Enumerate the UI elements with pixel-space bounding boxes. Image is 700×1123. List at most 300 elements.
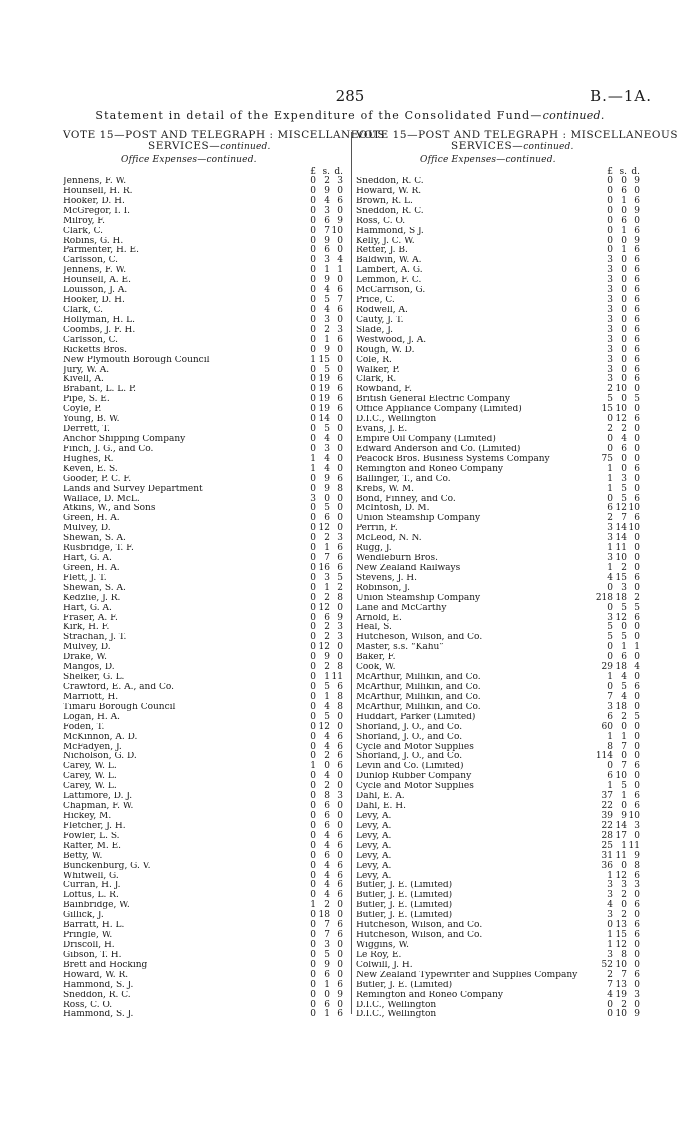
payee-name: Lattimore, D. J.: [63, 792, 133, 802]
amount-shillings: 0: [621, 275, 627, 286]
amount-column-headers: [63, 167, 349, 177]
payee-name: British General Electric Company: [356, 395, 510, 405]
amount-pounds: 0: [310, 850, 316, 861]
payee-name: Dahl, E. H.: [356, 802, 406, 812]
pounds-header: £: [607, 167, 613, 177]
amount-pence: 0: [337, 959, 343, 970]
column-divider: [351, 132, 352, 1014]
amount-shillings: 4: [324, 771, 330, 782]
amount-pence: 0: [634, 652, 640, 663]
amount-pounds: 0: [310, 741, 316, 752]
amount-pence: 0: [634, 949, 640, 960]
amount-pence: 10: [628, 503, 640, 514]
amount-pounds: 0: [607, 999, 613, 1010]
amount-shillings: 3: [324, 205, 330, 216]
amount-shillings: 6: [324, 215, 330, 226]
amount-pounds: 3: [607, 374, 613, 385]
expense-row: [63, 951, 349, 961]
amount-shillings: 4: [324, 453, 330, 464]
amount-pounds: 0: [310, 523, 316, 534]
payee-name: Jury, W. A.: [63, 365, 110, 375]
amount-pounds: 3: [607, 324, 613, 335]
amount-shillings: 2: [324, 176, 330, 186]
payee-name: Robins, G. H.: [63, 236, 124, 246]
expense-row: [356, 911, 646, 921]
amount-pounds: 3: [607, 275, 613, 286]
amount-pounds: 0: [310, 533, 316, 544]
payee-name: Huddart, Parker (Limited): [356, 712, 476, 722]
payee-name: Keven, E. S.: [63, 464, 118, 474]
amount-pounds: 0: [310, 811, 316, 821]
amount-pounds: 1: [310, 900, 316, 911]
amount-pounds: 0: [310, 503, 316, 514]
amount-pence: 2: [337, 582, 343, 593]
amount-pounds: 0: [310, 1009, 316, 1020]
amount-pounds: 0: [607, 682, 613, 693]
payee-name: Shorland, J. O., and Co.: [356, 732, 463, 742]
amount-pounds: 36: [601, 860, 613, 871]
amount-pence: 0: [337, 513, 343, 524]
expense-row: [63, 911, 349, 921]
payee-name: Bond, Finney, and Co.: [356, 494, 456, 504]
expense-row: [356, 772, 646, 782]
payee-name: Le Roy, E.: [356, 950, 402, 960]
amount-pence: 6: [634, 195, 640, 206]
amount-pounds: 0: [310, 949, 316, 960]
amount-shillings: 2: [621, 999, 627, 1010]
amount-shillings: 4: [324, 195, 330, 206]
expense-row: [63, 256, 349, 266]
payee-name: Retter, J. B.: [356, 246, 408, 256]
amount-shillings: 4: [324, 731, 330, 742]
payee-name: Clark, R.: [356, 375, 397, 385]
amount-pence: 0: [337, 235, 343, 246]
expense-row: [63, 743, 349, 753]
amount-shillings: 5: [324, 424, 330, 435]
expense-row: [356, 881, 646, 891]
payee-name: Crawford, E. A., and Co.: [63, 683, 174, 693]
amount-pence: 6: [634, 572, 640, 583]
expense-row: [63, 802, 349, 812]
amount-shillings: 15: [615, 930, 627, 941]
amount-shillings: 7: [324, 930, 330, 941]
amount-pounds: 0: [310, 176, 316, 186]
amount-pounds: 6: [607, 503, 613, 514]
payee-name: Levy, A.: [356, 871, 392, 881]
amount-pence: 0: [337, 771, 343, 782]
expense-row: [63, 822, 349, 832]
expense-row: [63, 395, 349, 405]
office-expenses-label: Office Expenses—continued.: [420, 155, 556, 165]
amount-pounds: 0: [310, 334, 316, 345]
expense-row: [63, 187, 349, 197]
amount-shillings: 14: [615, 820, 627, 831]
amount-shillings: 0: [621, 751, 627, 762]
amount-shillings: 6: [621, 443, 627, 454]
payee-name: Levy, A.: [356, 851, 392, 861]
amount-shillings: 14: [615, 523, 627, 534]
amount-shillings: 5: [621, 483, 627, 494]
expense-row: [63, 594, 349, 604]
payee-name: McKinnon, A. D.: [63, 732, 138, 742]
amount-pence: 0: [634, 443, 640, 454]
amount-pence: 6: [337, 731, 343, 742]
amount-pounds: 1: [607, 939, 613, 950]
amount-pence: 6: [634, 364, 640, 375]
expense-row: [356, 941, 646, 951]
amount-pence: 8: [337, 662, 343, 673]
payee-name: Lemmon, F. C.: [356, 276, 422, 286]
payee-name: Ross, C. O.: [63, 1000, 113, 1010]
vote-heading-line2: [63, 141, 349, 153]
expense-row: [356, 554, 646, 564]
amount-pence: 8: [634, 860, 640, 871]
expense-row: [356, 623, 646, 633]
payee-name: Pringle, W.: [63, 931, 113, 941]
amount-pence: 3: [337, 791, 343, 802]
amount-pounds: 0: [310, 295, 316, 306]
amount-pounds: 3: [607, 304, 613, 315]
payee-name: Heal, S.: [356, 623, 392, 633]
amount-shillings: 15: [615, 572, 627, 583]
amount-pounds: 1: [607, 473, 613, 484]
payee-name: Brett and Hocking: [63, 960, 148, 970]
expense-row: [356, 237, 646, 247]
amount-pounds: 0: [310, 195, 316, 206]
amount-pence: 6: [634, 314, 640, 325]
amount-pence: 6: [634, 225, 640, 236]
amount-pence: 6: [634, 682, 640, 693]
amount-pounds: 0: [607, 443, 613, 454]
amount-pounds: 0: [607, 225, 613, 236]
amount-pounds: 0: [310, 880, 316, 891]
amount-pence: 0: [634, 533, 640, 544]
amount-pence: 0: [337, 721, 343, 732]
amount-pence: 6: [634, 920, 640, 931]
amount-shillings: 5: [324, 295, 330, 306]
payee-name: Finch, J. G., and Co.: [63, 444, 154, 454]
amount-pence: 3: [337, 533, 343, 544]
payee-name: Rugg, J.: [356, 544, 392, 554]
payee-name: New Plymouth Borough Council: [63, 355, 210, 365]
amount-pence: 8: [337, 592, 343, 603]
amount-shillings: 9: [324, 275, 330, 286]
amount-shillings: 2: [621, 711, 627, 722]
amount-pounds: 3: [607, 314, 613, 325]
amount-pounds: 0: [310, 592, 316, 603]
amount-pounds: 0: [310, 642, 316, 653]
expense-row: [356, 187, 646, 197]
expense-row: [63, 584, 349, 594]
amount-pence: 6: [634, 900, 640, 911]
amount-pounds: 0: [310, 344, 316, 355]
amount-pounds: 0: [310, 374, 316, 385]
amount-shillings: 4: [621, 433, 627, 444]
amount-shillings: 18: [615, 701, 627, 712]
payee-name: Logan, H. A.: [63, 712, 120, 722]
amount-shillings: 13: [615, 920, 627, 931]
expense-row: [356, 366, 646, 376]
amount-pounds: 0: [607, 493, 613, 504]
expense-row: [356, 375, 646, 385]
expense-row: [63, 752, 349, 762]
amount-shillings: 5: [621, 632, 627, 643]
amount-pounds: 0: [607, 602, 613, 613]
amount-pounds: 0: [310, 652, 316, 663]
amount-pence: 6: [337, 979, 343, 990]
amount-pounds: 1: [310, 463, 316, 474]
amount-pence: 1: [337, 265, 343, 276]
amount-pounds: 0: [310, 473, 316, 484]
payee-name: McGregor, I. I.: [63, 206, 130, 216]
amount-pence: 6: [337, 543, 343, 554]
payee-name: Kivell, A.: [63, 375, 104, 385]
amount-pounds: 1: [607, 930, 613, 941]
amount-pounds: 0: [310, 860, 316, 871]
amount-pounds: 0: [310, 235, 316, 246]
payee-name: Cook, W.: [356, 663, 396, 673]
amount-pence: 0: [337, 414, 343, 425]
amount-shillings: 0: [621, 344, 627, 355]
expense-row: [356, 415, 646, 425]
amount-shillings: 7: [324, 920, 330, 931]
payee-name: Driscoll, H.: [63, 940, 115, 950]
amount-shillings: 12: [615, 612, 627, 623]
amount-shillings: 4: [324, 701, 330, 712]
amount-shillings: 3: [621, 582, 627, 593]
amount-pounds: 5: [607, 622, 613, 633]
amount-pounds: 0: [310, 205, 316, 216]
amount-shillings: 4: [324, 463, 330, 474]
payee-name: Evans, J. E.: [356, 425, 408, 435]
amount-shillings: 1: [621, 245, 627, 256]
amount-pounds: 3: [607, 533, 613, 544]
amount-pence: 0: [634, 632, 640, 643]
amount-shillings: 2: [324, 533, 330, 544]
expense-row: [356, 544, 646, 554]
expense-row: [356, 1001, 646, 1011]
amount-shillings: 4: [324, 285, 330, 296]
amount-pence: 0: [337, 314, 343, 325]
amount-pounds: 0: [310, 602, 316, 613]
expense-row: [63, 891, 349, 901]
payee-name: Ross, C. O.: [356, 216, 406, 226]
amount-shillings: 6: [621, 652, 627, 663]
payee-name: McIntosh, D. M.: [356, 504, 430, 514]
amount-shillings: 7: [324, 225, 330, 236]
expense-row: [356, 524, 646, 534]
amount-pence: 0: [634, 473, 640, 484]
expense-row: [63, 643, 349, 653]
expense-row: [63, 356, 349, 366]
expense-row: [63, 1001, 349, 1011]
amount-pounds: 0: [310, 840, 316, 851]
vote-heading-line2: [356, 141, 646, 153]
amount-shillings: 19: [318, 394, 330, 405]
expense-row: [63, 207, 349, 217]
expense-row: [356, 872, 646, 882]
amount-shillings: 5: [621, 602, 627, 613]
expense-row: [63, 296, 349, 306]
amount-pounds: 0: [310, 682, 316, 693]
amount-shillings: 3: [621, 473, 627, 484]
payee-name: Union Steamship Company: [356, 514, 481, 524]
payee-name: Shewan, S. A.: [63, 534, 126, 544]
amount-pence: 9: [634, 850, 640, 861]
vote-heading-continued: continued.: [220, 142, 271, 152]
amount-pounds: 3: [607, 344, 613, 355]
amount-shillings: 2: [324, 751, 330, 762]
amount-shillings: 1: [621, 225, 627, 236]
amount-shillings: 19: [318, 374, 330, 385]
amount-pence: 8: [337, 691, 343, 702]
amount-pounds: 25: [601, 840, 613, 851]
amount-pounds: 0: [310, 384, 316, 395]
vote-heading-services: SERVICES—: [148, 140, 221, 152]
amount-shillings: 5: [621, 682, 627, 693]
amount-pence: 6: [634, 304, 640, 315]
amount-pence: 6: [337, 751, 343, 762]
amount-pence: 3: [337, 632, 343, 643]
amount-pence: 0: [634, 939, 640, 950]
expense-row: [63, 623, 349, 633]
amount-pounds: 6: [607, 771, 613, 782]
amount-pounds: 0: [310, 781, 316, 792]
expense-row: [63, 782, 349, 792]
expense-row: [63, 772, 349, 782]
amount-pence: 0: [337, 900, 343, 911]
amount-pence: 5: [634, 602, 640, 613]
amount-pence: 0: [337, 811, 343, 821]
amount-shillings: 1: [324, 265, 330, 276]
expense-row: [63, 663, 349, 673]
amount-shillings: 2: [324, 622, 330, 633]
amount-pence: 0: [337, 493, 343, 504]
amount-pounds: 0: [607, 176, 613, 186]
amount-shillings: 0: [621, 265, 627, 276]
payee-name: Young, B. W.: [63, 415, 120, 425]
expense-row: [356, 385, 646, 395]
expense-row: [63, 554, 349, 564]
amount-shillings: 18: [318, 910, 330, 921]
amount-pounds: 0: [607, 185, 613, 196]
payee-name: Hutcheson, Wilson, and Co.: [356, 931, 483, 941]
amount-pounds: 0: [607, 761, 613, 772]
amount-pence: 0: [634, 691, 640, 702]
amount-pounds: 3: [607, 612, 613, 623]
payee-name: Butler, J. E. (Limited): [356, 881, 453, 891]
payee-name: Wendleburn Bros.: [356, 554, 438, 564]
payee-name: Levy, A.: [356, 841, 392, 851]
amount-pence: 0: [634, 433, 640, 444]
amount-pounds: 0: [310, 324, 316, 335]
amount-pence: 5: [634, 394, 640, 405]
payee-name: Betty, W.: [63, 851, 103, 861]
amount-shillings: 1: [324, 543, 330, 554]
expense-row: [63, 881, 349, 891]
amount-shillings: 12: [615, 414, 627, 425]
payee-name: Hammond, S. J.: [63, 980, 134, 990]
amount-pounds: 0: [310, 394, 316, 405]
amount-shillings: 0: [621, 295, 627, 306]
payee-name: Cycle and Motor Supplies: [356, 742, 474, 752]
payee-name: Whitwell, G.: [63, 871, 119, 881]
expense-row: [63, 574, 349, 584]
amount-pence: 3: [634, 989, 640, 1000]
expense-row: [356, 356, 646, 366]
amount-shillings: 15: [318, 354, 330, 365]
expense-row: [356, 405, 646, 415]
amount-pence: 0: [337, 642, 343, 653]
amount-pounds: 3: [607, 285, 613, 296]
expense-row: [356, 475, 646, 485]
amount-pounds: 39: [601, 811, 613, 821]
expense-row: [63, 455, 349, 465]
payee-name: Remington and Roneo Company: [356, 464, 503, 474]
payee-name: Howard, W. R.: [356, 186, 422, 196]
amount-pounds: 0: [310, 920, 316, 931]
expense-row: [356, 346, 646, 356]
expense-row: [63, 197, 349, 207]
amount-pence: 0: [337, 185, 343, 196]
payee-name: Bainbridge, W.: [63, 901, 130, 911]
payee-name: Stevens, J. H.: [356, 573, 417, 583]
vote-heading-continued: continued.: [523, 142, 574, 152]
payee-name: Atkins, W., and Sons: [63, 504, 156, 514]
expense-row: [356, 514, 646, 524]
amount-shillings: 7: [324, 553, 330, 564]
amount-pence: 6: [337, 840, 343, 851]
amount-pence: 6: [634, 295, 640, 306]
expense-row: [63, 425, 349, 435]
payee-name: Levin and Co. (Limited): [356, 762, 464, 772]
amount-shillings: 0: [621, 394, 627, 405]
amount-pence: 0: [634, 384, 640, 395]
pence-header: d.: [334, 167, 343, 177]
expense-row: [356, 971, 646, 981]
amount-pence: 6: [337, 761, 343, 772]
amount-shillings: 12: [318, 523, 330, 534]
amount-shillings: 4: [324, 433, 330, 444]
payee-name: Butler, J. E. (Limited): [356, 891, 453, 901]
amount-pence: 0: [337, 354, 343, 365]
amount-pounds: 0: [310, 662, 316, 673]
payee-name: Hart, G. A.: [63, 603, 112, 613]
amount-shillings: 11: [615, 543, 627, 554]
amount-shillings: 12: [318, 642, 330, 653]
payee-name: Dunlop Rubber Company: [356, 772, 472, 782]
amount-pounds: 3: [607, 949, 613, 960]
amount-shillings: 3: [324, 443, 330, 454]
amount-shillings: 1: [324, 979, 330, 990]
payee-name: New Zealand Typewriter and Supplies Company: [356, 970, 578, 980]
expense-row: [63, 495, 349, 505]
amount-pounds: 52: [601, 959, 613, 970]
amount-pounds: 3: [607, 880, 613, 891]
amount-pence: 6: [634, 245, 640, 256]
payee-name: Dahl, E. A.: [356, 792, 405, 802]
amount-pence: 0: [634, 910, 640, 921]
amount-pence: 3: [337, 176, 343, 186]
payee-name: Empire Oil Company (Limited): [356, 434, 496, 444]
amount-shillings: 5: [324, 949, 330, 960]
amount-pounds: 0: [310, 215, 316, 226]
expense-row: [63, 415, 349, 425]
payee-name: Milroy, F.: [63, 216, 106, 226]
amount-pounds: 0: [310, 830, 316, 841]
amount-shillings: 0: [621, 900, 627, 911]
amount-pence: 10: [628, 811, 640, 821]
